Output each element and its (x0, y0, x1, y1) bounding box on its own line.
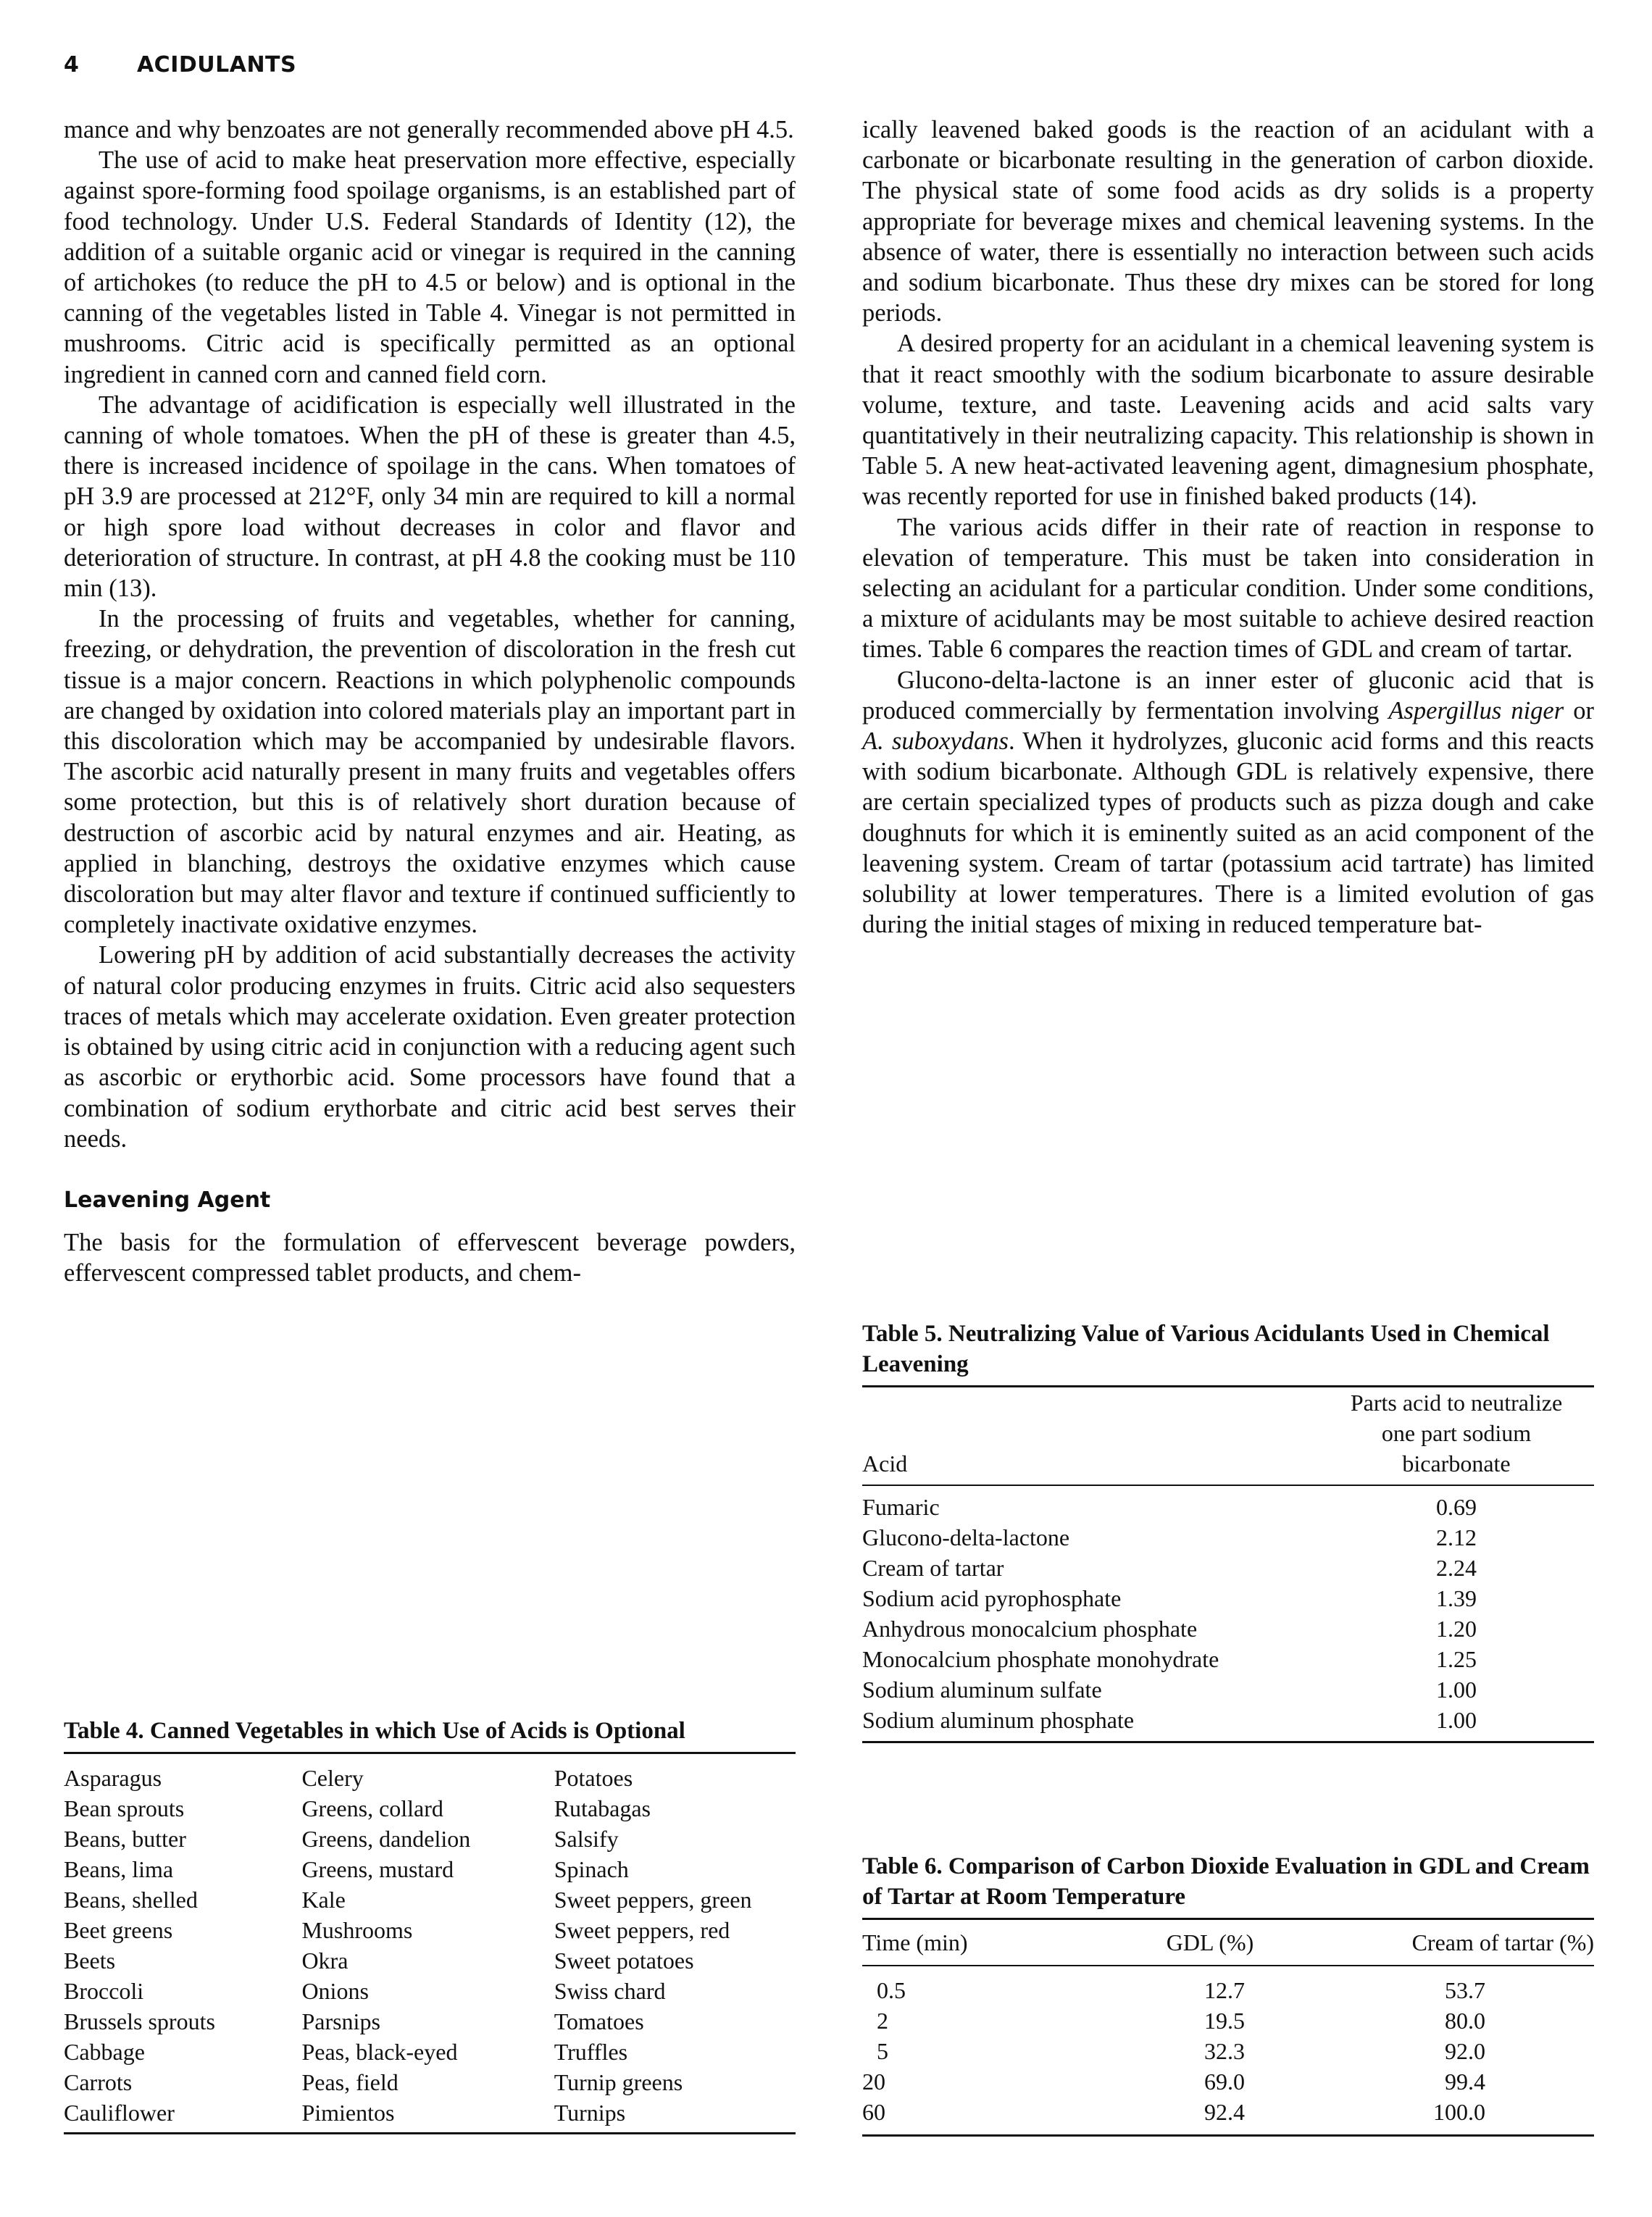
table-4-grid (64, 1763, 796, 2128)
time-value: 20 (862, 2068, 885, 2095)
table-cell: Beans, butter (64, 1826, 186, 1852)
right-column (862, 114, 1594, 940)
table-cell: Brussels sprouts (64, 2008, 215, 2034)
table-row (64, 1915, 796, 1945)
table-cell: Spinach (554, 1856, 629, 1882)
table-cell: Onions (301, 1978, 369, 2004)
table-5-grid (862, 1387, 1594, 1479)
acid-name: Sodium aluminum sulfate (862, 1677, 1102, 1703)
time-value: 5 (877, 2038, 888, 2064)
neutralizing-value: 1.39 (1436, 1585, 1477, 1611)
table-row (64, 1763, 796, 1793)
gdl-value: 32.3 (1204, 2038, 1245, 2064)
acid-name: Anhydrous monocalcium phosphate (862, 1616, 1198, 1642)
table-row (862, 1644, 1594, 1674)
running-title: ACIDULANTS (136, 52, 297, 78)
table-row (64, 1884, 796, 1915)
section-heading: Leavening Agent (64, 1187, 271, 1213)
table-row (862, 1522, 1594, 1553)
table-row (862, 1975, 1594, 2005)
column-header-gdl: GDL (%) (1166, 1929, 1254, 1955)
running-header (64, 52, 296, 78)
table-row (64, 1976, 796, 2006)
neutralizing-value: 1.00 (1436, 1677, 1477, 1703)
cream-of-tartar-value: 80.0 (1445, 2008, 1485, 2034)
table-cell: Cabbage (64, 2039, 145, 2065)
table-row (862, 1705, 1594, 1735)
table-4-title: Table 4. Canned Vegetables in which Use of Acids is Optional (64, 1718, 685, 1744)
table-cell: Beans, lima (64, 1856, 174, 1882)
neutralizing-value: 0.69 (1436, 1494, 1477, 1520)
left-column (64, 114, 796, 1288)
paragraph: In the processing of fruits and vegetables, whether for canning, freezing, or dehydration, the prevention of discoloration in the fresh cut tissue is a major concern. Reactions in which polyphenolic compounds are changed by oxidation into colored materials play an important part in this discoloration which may be accompanied by undesirable flavors. The ascorbic acid naturally present in many fruits and vegetables offers some protection, but this is of relatively short duration because of destruction of ascorbic acid by natural enzymes and air. Heating, as applied in blanching, destroys the oxidative enzymes which cause discoloration but may alter flavor and texture if continued sufficiently to completely inactivate oxidative enzymes. (64, 605, 796, 939)
gdl-value: 19.5 (1204, 2008, 1245, 2034)
cream-of-tartar-value: 92.0 (1445, 2038, 1485, 2064)
table-cell: Broccoli (64, 1978, 144, 2004)
neutralizing-value: 2.12 (1436, 1524, 1477, 1550)
time-value: 60 (862, 2099, 885, 2125)
table-row (862, 2097, 1594, 2127)
table-cell: Pimientos (301, 2100, 395, 2126)
table-cell: Greens, mustard (301, 1856, 454, 1882)
table-rule (862, 1741, 1594, 1743)
time-value: 2 (877, 2008, 888, 2034)
paragraph: ically leavened baked goods is the reaction of an acidulant with a carbonate or bicarbonate resulting in the generation of carbon dioxide. The physical state of some food acids as dry solids is a property appropriate for beverage mixes and chemical leavening systems. In the absence of water, there is essentially no interaction between such acids and sodium bicarbonate. Thus these dry mixes can be stored for long periods. (862, 116, 1594, 327)
gdl-value: 12.7 (1204, 1977, 1245, 2003)
table-rule (64, 2132, 796, 2134)
table-row (64, 2037, 796, 2067)
neutralizing-value: 1.20 (1436, 1616, 1477, 1642)
table-5-body (862, 1492, 1594, 1735)
acid-name: Fumaric (862, 1494, 940, 1520)
paragraph: mance and why benzoates are not generally recommended above pH 4.5. (64, 116, 794, 143)
table-cell: Bean sprouts (64, 1795, 185, 1821)
column-header-cream-of-tartar: Cream of tartar (%) (1411, 1929, 1594, 1955)
table-cell: Kale (301, 1887, 346, 1913)
table-row (862, 1553, 1594, 1583)
table-6-header (862, 1927, 1594, 1958)
paragraph: The basis for the formulation of effervescent beverage powders, effervescent compressed tablet products, and chem- (64, 1228, 796, 1287)
table-rule (862, 1918, 1594, 1920)
table-row (64, 1945, 796, 1976)
paragraph: Lowering pH by addition of acid substantially decreases the activity of natural color producing enzymes in fruits. Citric acid also sequesters traces of metals which may accelerate oxidation. Even greater protection is obtained by using citric acid in conjunction with a reducing agent such as ascorbic or erythorbic acid. Some processors have found that a combination of sodium erythorbate and citric acid best serves their needs. (64, 941, 796, 1153)
cream-of-tartar-value: 100.0 (1433, 2099, 1485, 2125)
table-cell: Celery (301, 1765, 364, 1791)
table-cell: Beets (64, 1947, 116, 1974)
acid-name: Monocalcium phosphate monohydrate (862, 1646, 1219, 1672)
table-cell: Rutabagas (554, 1795, 651, 1821)
table-6-title: Table 6. Comparison of Carbon Dioxide Evaluation in GDL and Cream of Tartar at Room Temperature (862, 1853, 1590, 1910)
table-row (64, 2067, 796, 2097)
cream-of-tartar-value: 99.4 (1445, 2068, 1485, 2095)
table-cell: Turnip greens (554, 2069, 683, 2095)
table-cell: Beet greens (64, 1917, 173, 1943)
paragraph: The use of acid to make heat preservation more effective, especially against spore-forming food spoilage organisms, is an established part of food technology. Under U.S. Federal Standards of Identity (12), the addition of a suitable organic acid or vinegar is required in the canning of artichokes (to reduce the pH to 4.5 or below) and is optional in the canning of the vegetables listed in Table 4. Vinegar is not permitted in mushrooms. Citric acid is specifically permitted as an optional ingredient in canned corn and canned field corn. (64, 146, 796, 388)
table-row (64, 1854, 796, 1884)
table-cell: Sweet peppers, green (554, 1887, 752, 1913)
column-header-value: Parts acid to neutralize one part sodium bicarbonate (1350, 1390, 1563, 1477)
table-row (862, 1583, 1594, 1613)
table-row (64, 2097, 796, 2128)
table-cell: Tomatoes (554, 2008, 644, 2034)
table-cell: Parsnips (301, 2008, 380, 2034)
time-value: 0.5 (877, 1977, 906, 2003)
neutralizing-value: 2.24 (1436, 1555, 1477, 1581)
table-cell: Truffles (554, 2039, 628, 2065)
table-5-title: Table 5. Neutralizing Value of Various Acidulants Used in Chemical Leavening (862, 1321, 1550, 1377)
table-cell: Potatoes (554, 1765, 633, 1791)
table-4 (64, 1716, 796, 2134)
table-cell: Peas, black-eyed (301, 2039, 458, 2065)
table-row (64, 1824, 796, 1854)
species-name: Aspergillus niger (1388, 696, 1564, 725)
table-row (862, 2036, 1594, 2066)
table-5 (862, 1319, 1594, 1743)
table-cell: Beans, shelled (64, 1887, 198, 1913)
column-header-acid: Acid (862, 1450, 908, 1477)
table-cell: Mushrooms (301, 1917, 413, 1943)
table-cell: Turnips (554, 2100, 626, 2126)
gdl-value: 69.0 (1204, 2068, 1245, 2095)
table-cell: Asparagus (64, 1765, 162, 1791)
paragraph: The advantage of acidification is especially well illustrated in the canning of whole tomatoes. When the pH of these is greater than 4.5, there is increased incidence of spoilage in the cans. When tomatoes of pH 3.9 are processed at 212°F, only 34 min are required to kill a normal or high spore load without decreases in color and flavor and deterioration of structure. In contrast, at pH 4.8 the cooking must be 110 min (13). (64, 391, 796, 603)
table-row (862, 1674, 1594, 1705)
acid-name: Cream of tartar (862, 1555, 1004, 1581)
paragraph: The various acids differ in their rate of reaction in response to elevation of temperature. This must be taken into consideration in selecting an acidulant for a particular condition. Under some conditions, a mixture of acidulants may be most suitable to achieve desired reaction times. Table 6 compares the reaction times of GDL and cream of tartar. (862, 513, 1594, 664)
gdl-value: 92.4 (1204, 2099, 1245, 2125)
species-name: A. suboxydans (862, 727, 1009, 756)
table-cell: Peas, field (301, 2069, 399, 2095)
table-row (862, 2005, 1594, 2036)
table-cell: Okra (301, 1947, 349, 1974)
table-cell: Sweet peppers, red (554, 1917, 730, 1943)
table-cell: Sweet potatoes (554, 1947, 694, 1974)
table-rule (862, 2134, 1594, 2137)
table-row (862, 1613, 1594, 1644)
paragraph: A desired property for an acidulant in a chemical leavening system is that it react smoothly with the sodium bicarbonate to assure desirable volume, texture, and taste. Leavening acids and acid salts vary quantitatively in their neutralizing capacity. This relationship is shown in Table 5. A new heat-activated leavening agent, dimagnesium phosphate, was recently reported for use in finished baked products (14). (862, 330, 1594, 511)
table-cell: Cauliflower (64, 2100, 175, 2126)
acid-name: Glucono-delta-lactone (862, 1524, 1070, 1550)
table-cell: Swiss chard (554, 1978, 666, 2004)
page-number: 4 (64, 52, 80, 78)
table-row (64, 1793, 796, 1824)
table-cell: Salsify (554, 1826, 619, 1852)
table-cell: Greens, collard (301, 1795, 443, 1821)
paragraph-gdl: Glucono-delta-lactone is an inner ester of gluconic acid that is produced commercially by fermentation involving Aspergillus niger or A. suboxydans. When it hydrolyzes, gluconic acid forms and this reacts with sodium bicarbonate. Although GDL is relatively expensive, there are certain specialized types of products such as pizza dough and cake doughnuts for which it is eminently suited as an acid component of the leavening system. Cream of tartar (potassium acid tartrate) has limited solubility at lower temperatures. There is a limited evolution of gas during the initial stages of mixing in reduced temperature bat- (862, 666, 1594, 939)
table-cell: Carrots (64, 2069, 133, 2095)
table-6 (862, 1851, 1594, 2137)
neutralizing-value: 1.00 (1436, 1707, 1477, 1733)
cream-of-tartar-value: 53.7 (1445, 1977, 1485, 2003)
table-6-body (862, 1975, 1594, 2127)
column-header-time: Time (min) (862, 1929, 968, 1955)
acid-name: Sodium aluminum phosphate (862, 1707, 1135, 1733)
table-cell: Greens, dandelion (301, 1826, 471, 1852)
acid-name: Sodium acid pyrophosphate (862, 1585, 1122, 1611)
table-row (64, 2006, 796, 2037)
neutralizing-value: 1.25 (1436, 1646, 1477, 1672)
table-row (862, 1492, 1594, 1522)
table-row (862, 2066, 1594, 2097)
